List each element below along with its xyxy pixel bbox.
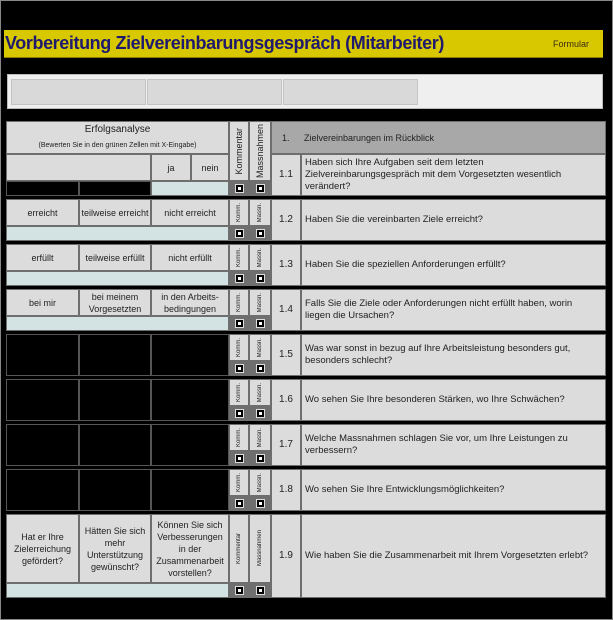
answer-input[interactable] xyxy=(151,181,229,196)
question-text: Falls Sie die Ziele oder Anforderungen nicht erfüllt haben, worin liegen die Ursachen? xyxy=(301,289,606,331)
measures-checkbox[interactable] xyxy=(249,496,271,511)
measures-checkbox[interactable] xyxy=(249,583,271,598)
measures-checkbox[interactable] xyxy=(249,271,271,286)
option-label: Hätten Sie sich mehr Unterstützung gewünscht? xyxy=(79,514,151,583)
measures-label xyxy=(249,244,271,271)
measures-label xyxy=(249,289,271,316)
blank-cell xyxy=(6,154,151,181)
measures-checkbox[interactable] xyxy=(249,181,271,196)
measures-checkbox[interactable] xyxy=(249,451,271,466)
option-label: in den Arbeits- bedingungen xyxy=(151,289,229,316)
black-cell xyxy=(151,379,229,421)
option-label: teilweise erfüllt xyxy=(79,244,151,271)
option-label: erreicht xyxy=(6,199,79,226)
measures-label-text: Massn. xyxy=(257,292,263,313)
comment-label-text: Komm. xyxy=(236,382,242,402)
question-text: Haben Sie die vereinbarten Ziele erreicht? xyxy=(301,199,606,241)
black-cell xyxy=(6,424,79,466)
question-number: 1.8 xyxy=(271,469,301,511)
checkbox-icon xyxy=(256,274,265,283)
comment-label xyxy=(229,379,249,406)
black-cell xyxy=(151,334,229,376)
checkbox-icon xyxy=(235,319,244,328)
question-text: Was war sonst in bezug auf Ihre Arbeitsleistung besonders gut, besonders schlecht? xyxy=(301,334,606,376)
option-label: Hat er Ihre Zielerreichung gefördert? xyxy=(6,514,79,583)
measures-label xyxy=(249,379,271,406)
checkbox-icon xyxy=(235,499,244,508)
measures-label xyxy=(249,469,271,496)
checkbox-icon xyxy=(256,409,265,418)
comment-header xyxy=(229,121,249,181)
checkbox-icon xyxy=(256,184,265,193)
checkbox-icon xyxy=(235,454,244,463)
measures-checkbox[interactable] xyxy=(249,406,271,421)
answer-input[interactable] xyxy=(6,271,229,286)
measures-checkbox[interactable] xyxy=(249,226,271,241)
checkbox-icon xyxy=(256,229,265,238)
checkbox-icon xyxy=(256,586,265,595)
comment-label-text: Komm. xyxy=(236,292,242,312)
black-cell xyxy=(151,469,229,511)
black-cell xyxy=(79,379,151,421)
black-cell xyxy=(6,334,79,376)
option-label: bei meinem Vorgesetzten xyxy=(79,289,151,316)
comment-checkbox[interactable] xyxy=(229,181,249,196)
checkbox-icon xyxy=(256,364,265,373)
toolbar-button-1[interactable] xyxy=(11,79,146,105)
table-title: Erfolgsanalyse xyxy=(84,123,151,135)
checkbox-icon xyxy=(235,274,244,283)
checkbox-icon xyxy=(235,364,244,373)
black-cell xyxy=(6,181,79,196)
evaluation-table xyxy=(6,121,606,598)
checkbox-icon xyxy=(235,409,244,418)
measures-label xyxy=(249,199,271,226)
comment-label-text: Komm. xyxy=(236,337,242,357)
toolbar-button-3[interactable] xyxy=(283,79,418,105)
black-cell xyxy=(6,379,79,421)
answer-input[interactable] xyxy=(6,583,229,598)
option-label: bei mir xyxy=(6,289,79,316)
answer-input[interactable] xyxy=(6,316,229,331)
question-number: 1.1 xyxy=(271,154,301,196)
comment-checkbox[interactable] xyxy=(229,406,249,421)
comment-label-text: Komm. xyxy=(236,427,242,447)
comment-label xyxy=(229,469,249,496)
question-text: Wie haben Sie die Zusammenarbeit mit Ihrem Vorgesetzten erlebt? xyxy=(301,514,606,598)
question-number: 1.6 xyxy=(271,379,301,421)
comment-label-text: Komm. xyxy=(236,202,242,222)
comment-checkbox[interactable] xyxy=(229,226,249,241)
comment-label xyxy=(229,424,249,451)
measures-label xyxy=(249,424,271,451)
black-cell xyxy=(79,424,151,466)
black-cell xyxy=(79,334,151,376)
comment-header-label: Kommentar xyxy=(234,127,244,175)
measures-header xyxy=(249,121,271,181)
comment-label xyxy=(229,289,249,316)
table-subtitle: (Bewerten Sie in den grünen Zellen mit X-Eingabe) xyxy=(38,141,197,149)
measures-label-text: Massn. xyxy=(257,382,263,403)
black-cell xyxy=(79,181,151,196)
option-label: teilweise erreicht xyxy=(79,199,151,226)
option-label: erfüllt xyxy=(6,244,79,271)
question-number: 1.4 xyxy=(271,289,301,331)
measures-label xyxy=(249,514,271,583)
comment-label xyxy=(229,514,249,583)
section-header xyxy=(271,121,606,154)
measures-checkbox[interactable] xyxy=(249,361,271,376)
measures-label-text: Massn. xyxy=(257,472,263,493)
measures-checkbox[interactable] xyxy=(249,316,271,331)
black-cell xyxy=(79,469,151,511)
measures-label-text: Massn. xyxy=(257,247,263,268)
question-number: 1.2 xyxy=(271,199,301,241)
comment-checkbox[interactable] xyxy=(229,316,249,331)
comment-label-text: Komm. xyxy=(236,472,242,492)
checkbox-icon xyxy=(235,184,244,193)
black-cell xyxy=(6,469,79,511)
checkbox-icon xyxy=(235,229,244,238)
question-text: Haben Sie die speziellen Anforderungen erfüllt? xyxy=(301,244,606,286)
question-number: 1.5 xyxy=(271,334,301,376)
comment-label xyxy=(229,244,249,271)
question-number: 1.7 xyxy=(271,424,301,466)
option-label: Können Sie sich Verbesserungen in der Zusammenarbeit vorstellen? xyxy=(151,514,229,583)
page-title: Vorbereitung Zielvereinbarungsgespräch (Mitarbeiter) xyxy=(5,33,444,53)
option-label: nicht erreicht xyxy=(151,199,229,226)
question-text: Wo sehen Sie Ihre besonderen Stärken, wo Ihre Schwächen? xyxy=(301,379,606,421)
measures-label xyxy=(249,334,271,361)
section-title: Zielvereinbarungen im Rückblick xyxy=(304,132,435,143)
checkbox-icon xyxy=(235,586,244,595)
question-number: 1.9 xyxy=(271,514,301,598)
table-header xyxy=(6,121,229,154)
question-number: 1.3 xyxy=(271,244,301,286)
section-number: 1. xyxy=(282,132,290,143)
question-text: Haben sich Ihre Aufgaben seit dem letzten Zielvereinbarungsgespräch mit dem Vorgesetzten wesentlich verändert? xyxy=(301,154,606,196)
black-cell xyxy=(151,424,229,466)
formular-label[interactable]: Formular xyxy=(552,38,589,49)
toolbar xyxy=(7,74,603,109)
comment-label-text: Kommentar xyxy=(236,532,242,564)
comment-label-text: Komm. xyxy=(236,247,242,267)
option-nein: nein xyxy=(191,154,229,181)
comment-checkbox[interactable] xyxy=(229,583,249,598)
option-label: nicht erfüllt xyxy=(151,244,229,271)
answer-input[interactable] xyxy=(6,226,229,241)
comment-label xyxy=(229,199,249,226)
question-text: Wo sehen Sie Ihre Entwicklungsmöglichkeiten? xyxy=(301,469,606,511)
comment-checkbox[interactable] xyxy=(229,451,249,466)
toolbar-button-2[interactable] xyxy=(147,79,282,105)
comment-checkbox[interactable] xyxy=(229,496,249,511)
measures-label-text: Massn. xyxy=(257,337,263,358)
option-ja: ja xyxy=(151,154,191,181)
title-bar xyxy=(4,30,603,58)
question-text: Welche Massnahmen schlagen Sie vor, um Ihre Leistungen zu verbessern? xyxy=(301,424,606,466)
checkbox-icon xyxy=(256,454,265,463)
measures-label-text: Massn. xyxy=(257,427,263,448)
measures-header-label: Massnahmen xyxy=(255,123,265,179)
comment-label xyxy=(229,334,249,361)
measures-label-text: Massnahmen xyxy=(257,530,263,567)
checkbox-icon xyxy=(256,499,265,508)
measures-label-text: Massn. xyxy=(257,202,263,223)
comment-checkbox[interactable] xyxy=(229,361,249,376)
comment-checkbox[interactable] xyxy=(229,271,249,286)
checkbox-icon xyxy=(256,319,265,328)
